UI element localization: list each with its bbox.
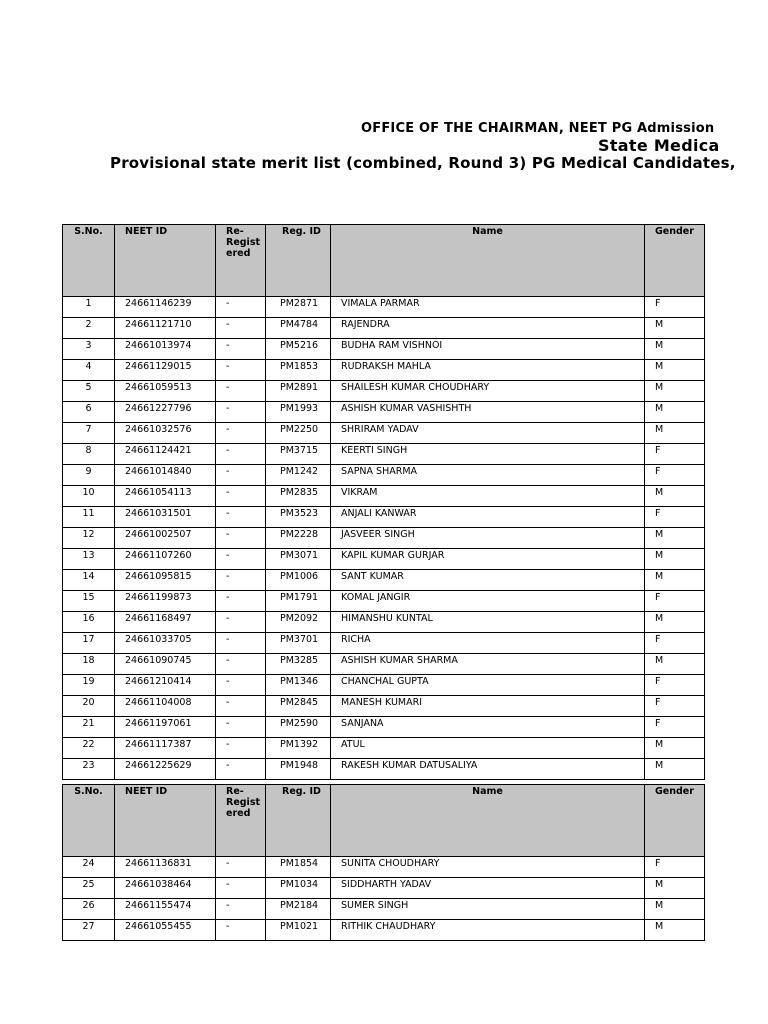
cell-gender: F (645, 507, 705, 528)
cell-reg-id: PM1034 (266, 878, 331, 899)
cell-gender: M (645, 318, 705, 339)
cell-rereg: - (216, 738, 266, 759)
cell-sno: 3 (63, 339, 115, 360)
col-name-header: Name (331, 785, 645, 857)
cell-neet-id: 24661225629 (115, 759, 216, 780)
cell-neet-id: 24661146239 (115, 297, 216, 318)
cell-neet-id: 24661121710 (115, 318, 216, 339)
cell-gender: M (645, 402, 705, 423)
cell-name: SANT KUMAR (331, 570, 645, 591)
cell-sno: 1 (63, 297, 115, 318)
cell-name: ASHISH KUMAR SHARMA (331, 654, 645, 675)
cell-sno: 23 (63, 759, 115, 780)
table-row (63, 738, 705, 759)
cell-reg-id: PM2845 (266, 696, 331, 717)
col-rereg-header: Re- Regist ered (216, 225, 266, 297)
cell-gender: F (645, 465, 705, 486)
cell-rereg: - (216, 591, 266, 612)
merit-list-title: Provisional state merit list (combined, Round 3) PG Medical Candidates, (110, 154, 736, 172)
col-sno-header: S.No. (63, 785, 115, 857)
cell-reg-id: PM5216 (266, 339, 331, 360)
cell-sno: 4 (63, 360, 115, 381)
cell-neet-id: 24661090745 (115, 654, 216, 675)
cell-sno: 10 (63, 486, 115, 507)
table-row (63, 696, 705, 717)
cell-gender: M (645, 360, 705, 381)
cell-rereg: - (216, 633, 266, 654)
cell-reg-id: PM2228 (266, 528, 331, 549)
cell-rereg: - (216, 486, 266, 507)
cell-neet-id: 24661168497 (115, 612, 216, 633)
cell-name: SUNITA CHOUDHARY (331, 857, 645, 878)
cell-reg-id: PM1854 (266, 857, 331, 878)
cell-rereg: - (216, 339, 266, 360)
table-row (63, 878, 705, 899)
cell-neet-id: 24661032576 (115, 423, 216, 444)
cell-name: SANJANA (331, 717, 645, 738)
cell-name: JASVEER SINGH (331, 528, 645, 549)
cell-rereg: - (216, 612, 266, 633)
cell-neet-id: 24661038464 (115, 878, 216, 899)
cell-name: RUDRAKSH MAHLA (331, 360, 645, 381)
cell-neet-id: 24661107260 (115, 549, 216, 570)
cell-sno: 19 (63, 675, 115, 696)
cell-neet-id: 24661155474 (115, 899, 216, 920)
cell-reg-id: PM3523 (266, 507, 331, 528)
cell-reg-id: PM4784 (266, 318, 331, 339)
cell-sno: 11 (63, 507, 115, 528)
cell-reg-id: PM1346 (266, 675, 331, 696)
cell-reg-id: PM1993 (266, 402, 331, 423)
table-row (63, 444, 705, 465)
table-row (63, 402, 705, 423)
table-row (63, 486, 705, 507)
cell-gender: M (645, 899, 705, 920)
cell-neet-id: 24661059513 (115, 381, 216, 402)
table-row (63, 591, 705, 612)
cell-gender: M (645, 759, 705, 780)
table-row (63, 528, 705, 549)
state-title: State Medica (598, 136, 720, 155)
cell-gender: M (645, 878, 705, 899)
cell-reg-id: PM2250 (266, 423, 331, 444)
cell-gender: M (645, 423, 705, 444)
cell-neet-id: 24661129015 (115, 360, 216, 381)
cell-neet-id: 24661031501 (115, 507, 216, 528)
cell-gender: F (645, 675, 705, 696)
cell-sno: 14 (63, 570, 115, 591)
cell-name: SHRIRAM YADAV (331, 423, 645, 444)
cell-gender: F (645, 717, 705, 738)
cell-rereg: - (216, 570, 266, 591)
table-row (63, 633, 705, 654)
table-row (63, 465, 705, 486)
table-row (63, 381, 705, 402)
cell-name: MANESH KUMARI (331, 696, 645, 717)
table-row (63, 899, 705, 920)
table-row (63, 654, 705, 675)
cell-gender: F (645, 591, 705, 612)
cell-name: VIMALA PARMAR (331, 297, 645, 318)
cell-sno: 12 (63, 528, 115, 549)
col-neet-id-header: NEET ID (115, 785, 216, 857)
table-row (63, 675, 705, 696)
cell-sno: 7 (63, 423, 115, 444)
cell-name: KOMAL JANGIR (331, 591, 645, 612)
cell-neet-id: 24661124421 (115, 444, 216, 465)
cell-rereg: - (216, 696, 266, 717)
cell-sno: 25 (63, 878, 115, 899)
cell-sno: 22 (63, 738, 115, 759)
cell-neet-id: 24661197061 (115, 717, 216, 738)
cell-sno: 5 (63, 381, 115, 402)
cell-gender: M (645, 339, 705, 360)
cell-sno: 24 (63, 857, 115, 878)
table-row (63, 423, 705, 444)
cell-neet-id: 24661033705 (115, 633, 216, 654)
cell-rereg: - (216, 549, 266, 570)
cell-rereg: - (216, 381, 266, 402)
table-row (63, 612, 705, 633)
cell-sno: 21 (63, 717, 115, 738)
cell-name: RAJENDRA (331, 318, 645, 339)
cell-sno: 27 (63, 920, 115, 941)
cell-name: VIKRAM (331, 486, 645, 507)
cell-name: RAKESH KUMAR DATUSALIYA (331, 759, 645, 780)
table-row (63, 339, 705, 360)
cell-neet-id: 24661227796 (115, 402, 216, 423)
cell-name: SHAILESH KUMAR CHOUDHARY (331, 381, 645, 402)
cell-reg-id: PM1242 (266, 465, 331, 486)
cell-name: KAPIL KUMAR GURJAR (331, 549, 645, 570)
cell-reg-id: PM2835 (266, 486, 331, 507)
cell-reg-id: PM2891 (266, 381, 331, 402)
cell-reg-id: PM3701 (266, 633, 331, 654)
cell-sno: 2 (63, 318, 115, 339)
cell-neet-id: 24661014840 (115, 465, 216, 486)
cell-gender: M (645, 486, 705, 507)
cell-name: ASHISH KUMAR VASHISHTH (331, 402, 645, 423)
table-row (63, 360, 705, 381)
cell-name: SIDDHARTH YADAV (331, 878, 645, 899)
cell-rereg: - (216, 402, 266, 423)
merit-table-1 (62, 224, 705, 780)
cell-neet-id: 24661055455 (115, 920, 216, 941)
cell-rereg: - (216, 528, 266, 549)
col-reg-id-header: Reg. ID (266, 785, 331, 857)
cell-sno: 16 (63, 612, 115, 633)
table-row (63, 318, 705, 339)
cell-name: ATUL (331, 738, 645, 759)
cell-sno: 8 (63, 444, 115, 465)
col-gender-header: Gender (645, 785, 705, 857)
cell-reg-id: PM1006 (266, 570, 331, 591)
cell-sno: 9 (63, 465, 115, 486)
cell-neet-id: 24661117387 (115, 738, 216, 759)
cell-neet-id: 24661002507 (115, 528, 216, 549)
office-title: OFFICE OF THE CHAIRMAN, NEET PG Admission (361, 121, 715, 136)
cell-name: ANJALI KANWAR (331, 507, 645, 528)
col-sno-header: S.No. (63, 225, 115, 297)
cell-rereg: - (216, 465, 266, 486)
cell-sno: 15 (63, 591, 115, 612)
cell-neet-id: 24661199873 (115, 591, 216, 612)
cell-name: RITHIK CHAUDHARY (331, 920, 645, 941)
cell-rereg: - (216, 899, 266, 920)
merit-table-2 (62, 784, 705, 941)
table-header-row (63, 785, 705, 857)
cell-gender: M (645, 738, 705, 759)
cell-sno: 20 (63, 696, 115, 717)
cell-gender: M (645, 570, 705, 591)
cell-gender: M (645, 549, 705, 570)
cell-rereg: - (216, 507, 266, 528)
cell-neet-id: 24661136831 (115, 857, 216, 878)
cell-rereg: - (216, 920, 266, 941)
table-row (63, 717, 705, 738)
cell-reg-id: PM2871 (266, 297, 331, 318)
cell-reg-id: PM2590 (266, 717, 331, 738)
cell-sno: 26 (63, 899, 115, 920)
cell-name: CHANCHAL GUPTA (331, 675, 645, 696)
cell-gender: F (645, 696, 705, 717)
cell-name: BUDHA RAM VISHNOI (331, 339, 645, 360)
cell-reg-id: PM1853 (266, 360, 331, 381)
cell-rereg: - (216, 360, 266, 381)
cell-rereg: - (216, 318, 266, 339)
cell-neet-id: 24661013974 (115, 339, 216, 360)
table-row (63, 570, 705, 591)
cell-rereg: - (216, 423, 266, 444)
cell-gender: M (645, 528, 705, 549)
cell-gender: M (645, 920, 705, 941)
cell-rereg: - (216, 717, 266, 738)
cell-name: KEERTI SINGH (331, 444, 645, 465)
cell-rereg: - (216, 654, 266, 675)
col-rereg-header: Re- Regist ered (216, 785, 266, 857)
col-gender-header: Gender (645, 225, 705, 297)
cell-neet-id: 24661104008 (115, 696, 216, 717)
cell-gender: F (645, 444, 705, 465)
cell-reg-id: PM3285 (266, 654, 331, 675)
cell-gender: M (645, 612, 705, 633)
cell-reg-id: PM3071 (266, 549, 331, 570)
cell-sno: 17 (63, 633, 115, 654)
cell-gender: F (645, 297, 705, 318)
table-row (63, 759, 705, 780)
cell-sno: 18 (63, 654, 115, 675)
cell-gender: F (645, 633, 705, 654)
cell-name: RICHA (331, 633, 645, 654)
cell-reg-id: PM3715 (266, 444, 331, 465)
cell-reg-id: PM1948 (266, 759, 331, 780)
table-row (63, 549, 705, 570)
cell-name: SAPNA SHARMA (331, 465, 645, 486)
cell-neet-id: 24661054113 (115, 486, 216, 507)
col-reg-id-header: Reg. ID (266, 225, 331, 297)
cell-rereg: - (216, 675, 266, 696)
table-header-row (63, 225, 705, 297)
cell-neet-id: 24661210414 (115, 675, 216, 696)
table-row (63, 857, 705, 878)
cell-rereg: - (216, 878, 266, 899)
table-row (63, 920, 705, 941)
cell-reg-id: PM1021 (266, 920, 331, 941)
cell-name: HIMANSHU KUNTAL (331, 612, 645, 633)
cell-rereg: - (216, 857, 266, 878)
col-name-header: Name (331, 225, 645, 297)
cell-rereg: - (216, 297, 266, 318)
cell-gender: M (645, 381, 705, 402)
col-neet-id-header: NEET ID (115, 225, 216, 297)
cell-gender: F (645, 857, 705, 878)
cell-name: SUMER SINGH (331, 899, 645, 920)
cell-sno: 13 (63, 549, 115, 570)
cell-gender: M (645, 654, 705, 675)
cell-reg-id: PM2092 (266, 612, 331, 633)
cell-sno: 6 (63, 402, 115, 423)
cell-rereg: - (216, 444, 266, 465)
cell-reg-id: PM1392 (266, 738, 331, 759)
table-row (63, 507, 705, 528)
cell-reg-id: PM2184 (266, 899, 331, 920)
cell-neet-id: 24661095815 (115, 570, 216, 591)
cell-rereg: - (216, 759, 266, 780)
table-row (63, 297, 705, 318)
cell-reg-id: PM1791 (266, 591, 331, 612)
